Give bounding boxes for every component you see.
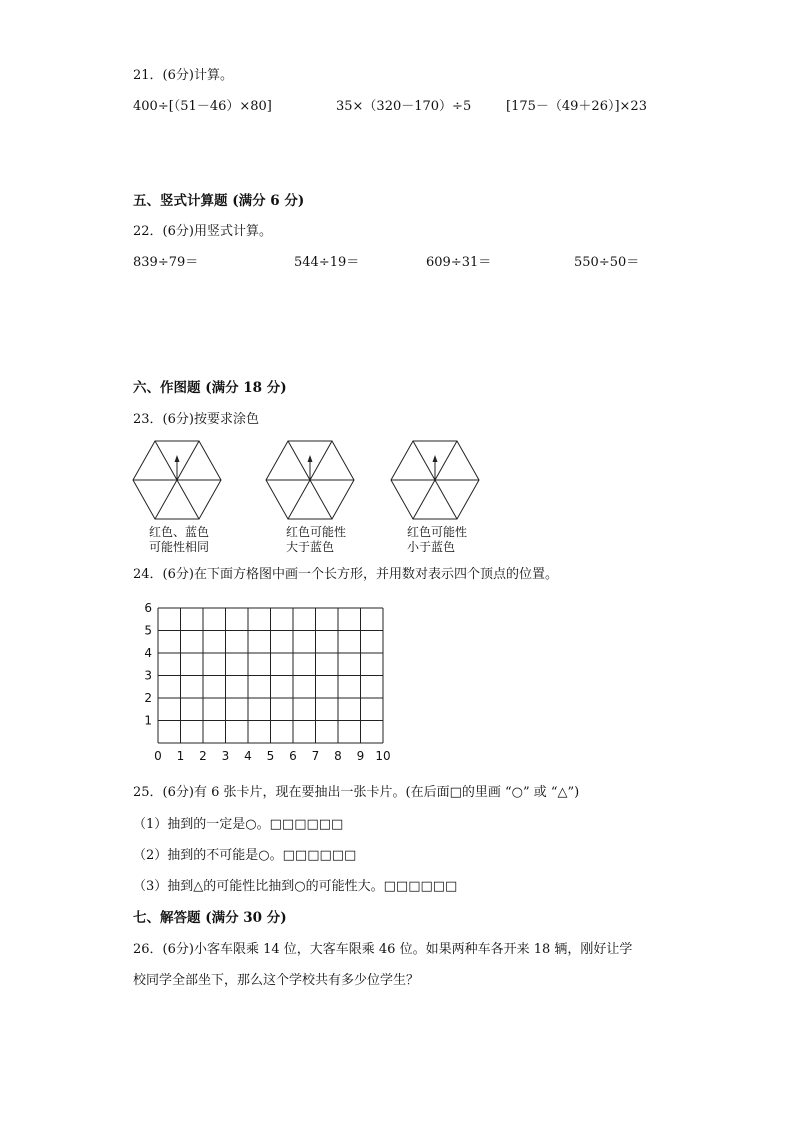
grid-x-label: 7: [311, 749, 320, 763]
q24-heading: 24．(6分)在下面方格图中画一个长方形，并用数对表示四个顶点的位置。: [133, 567, 558, 582]
grid-x-label: 10: [375, 749, 391, 763]
q26-line-1: 26．(6分)小客车限乘 14 位，大客车限乘 46 位。如果两种车各开来 18 辆，刚好让学: [133, 942, 633, 957]
spinner-3-caption-line-2: 小于蓝色: [407, 540, 456, 554]
grid-x-label: 6: [289, 749, 297, 763]
coordinate-grid: [140, 600, 410, 764]
q21-expr-1: 400÷[（51－46）×80]: [133, 99, 272, 114]
q25-item-3: [133, 879, 457, 895]
q25-item-1-text: （1）抽到的一定是○。: [133, 817, 270, 832]
q22-heading: 22．(6分)用竖式计算。: [133, 224, 272, 239]
q22-expr-1: 839÷79＝: [133, 255, 199, 270]
q25-item-2-answer-boxes[interactable]: □□□□□□: [282, 848, 357, 863]
grid-y-label: 3: [144, 668, 152, 683]
q22-expr-4: 550÷50＝: [574, 255, 640, 270]
spinner-3-caption-line-1: 红色可能性: [407, 525, 468, 539]
section-7-title: 七、解答题 (满分 30 分): [133, 910, 287, 926]
grid-y-label: 2: [144, 691, 152, 705]
grid-y-label: 5: [144, 623, 152, 638]
grid-x-label: 5: [266, 749, 275, 763]
q21-heading: 21．(6分)计算。: [133, 68, 233, 83]
spinner-1: [131, 439, 223, 521]
q23-heading: 23．(6分)按要求涂色: [133, 412, 259, 427]
spinner-2-caption-line-1: 红色可能性: [286, 525, 347, 539]
q22-expr-2: 544÷19＝: [294, 255, 360, 270]
grid-x-label: 8: [334, 749, 342, 763]
q25-item-3-text: （3）抽到△的可能性比抽到○的可能性大。: [133, 879, 384, 894]
spinner-2-caption-line-2: 大于蓝色: [286, 540, 335, 554]
spinner-1-caption-line-1: 红色、蓝色: [149, 525, 210, 539]
q25-item-2: [133, 848, 356, 864]
spinner-1-caption-line-2: 可能性相同: [149, 540, 210, 554]
grid-x-label: 1: [176, 749, 185, 763]
grid-x-label: 0: [154, 749, 162, 763]
q21-expr-3: [175－（49＋26）]×23: [506, 99, 647, 114]
grid-x-label: 9: [356, 749, 365, 763]
grid-x-label: 3: [221, 749, 230, 763]
q22-expr-3: 609÷31＝: [426, 255, 492, 270]
q25-item-3-answer-boxes[interactable]: □□□□□□: [383, 879, 458, 894]
section-6-title: 六、作图题 (满分 18 分): [133, 380, 287, 396]
q26-line-2: 校同学全部坐下，那么这个学校共有多少位学生？: [133, 973, 420, 988]
grid-y-label: 4: [144, 646, 152, 660]
grid-x-label: 4: [244, 749, 252, 763]
q21-expr-2: 35×（320－170）÷5: [336, 99, 472, 114]
spinner-3: [389, 439, 481, 521]
grid-y-label: 6: [144, 601, 152, 615]
grid-x-label: 2: [199, 749, 207, 763]
spinner-2: [264, 439, 356, 521]
q25-item-1-answer-boxes[interactable]: □□□□□□: [269, 817, 344, 832]
q25-heading: 25．(6分)有 6 张卡片，现在要抽出一张卡片。(在后面□的里画 “○” 或 “△”): [133, 785, 580, 800]
q25-item-1: [133, 817, 343, 833]
q25-item-2-text: （2）抽到的不可能是○。: [133, 848, 283, 863]
grid-y-label: 1: [144, 713, 152, 728]
section-5-title: 五、竖式计算题 (满分 6 分): [133, 193, 305, 209]
